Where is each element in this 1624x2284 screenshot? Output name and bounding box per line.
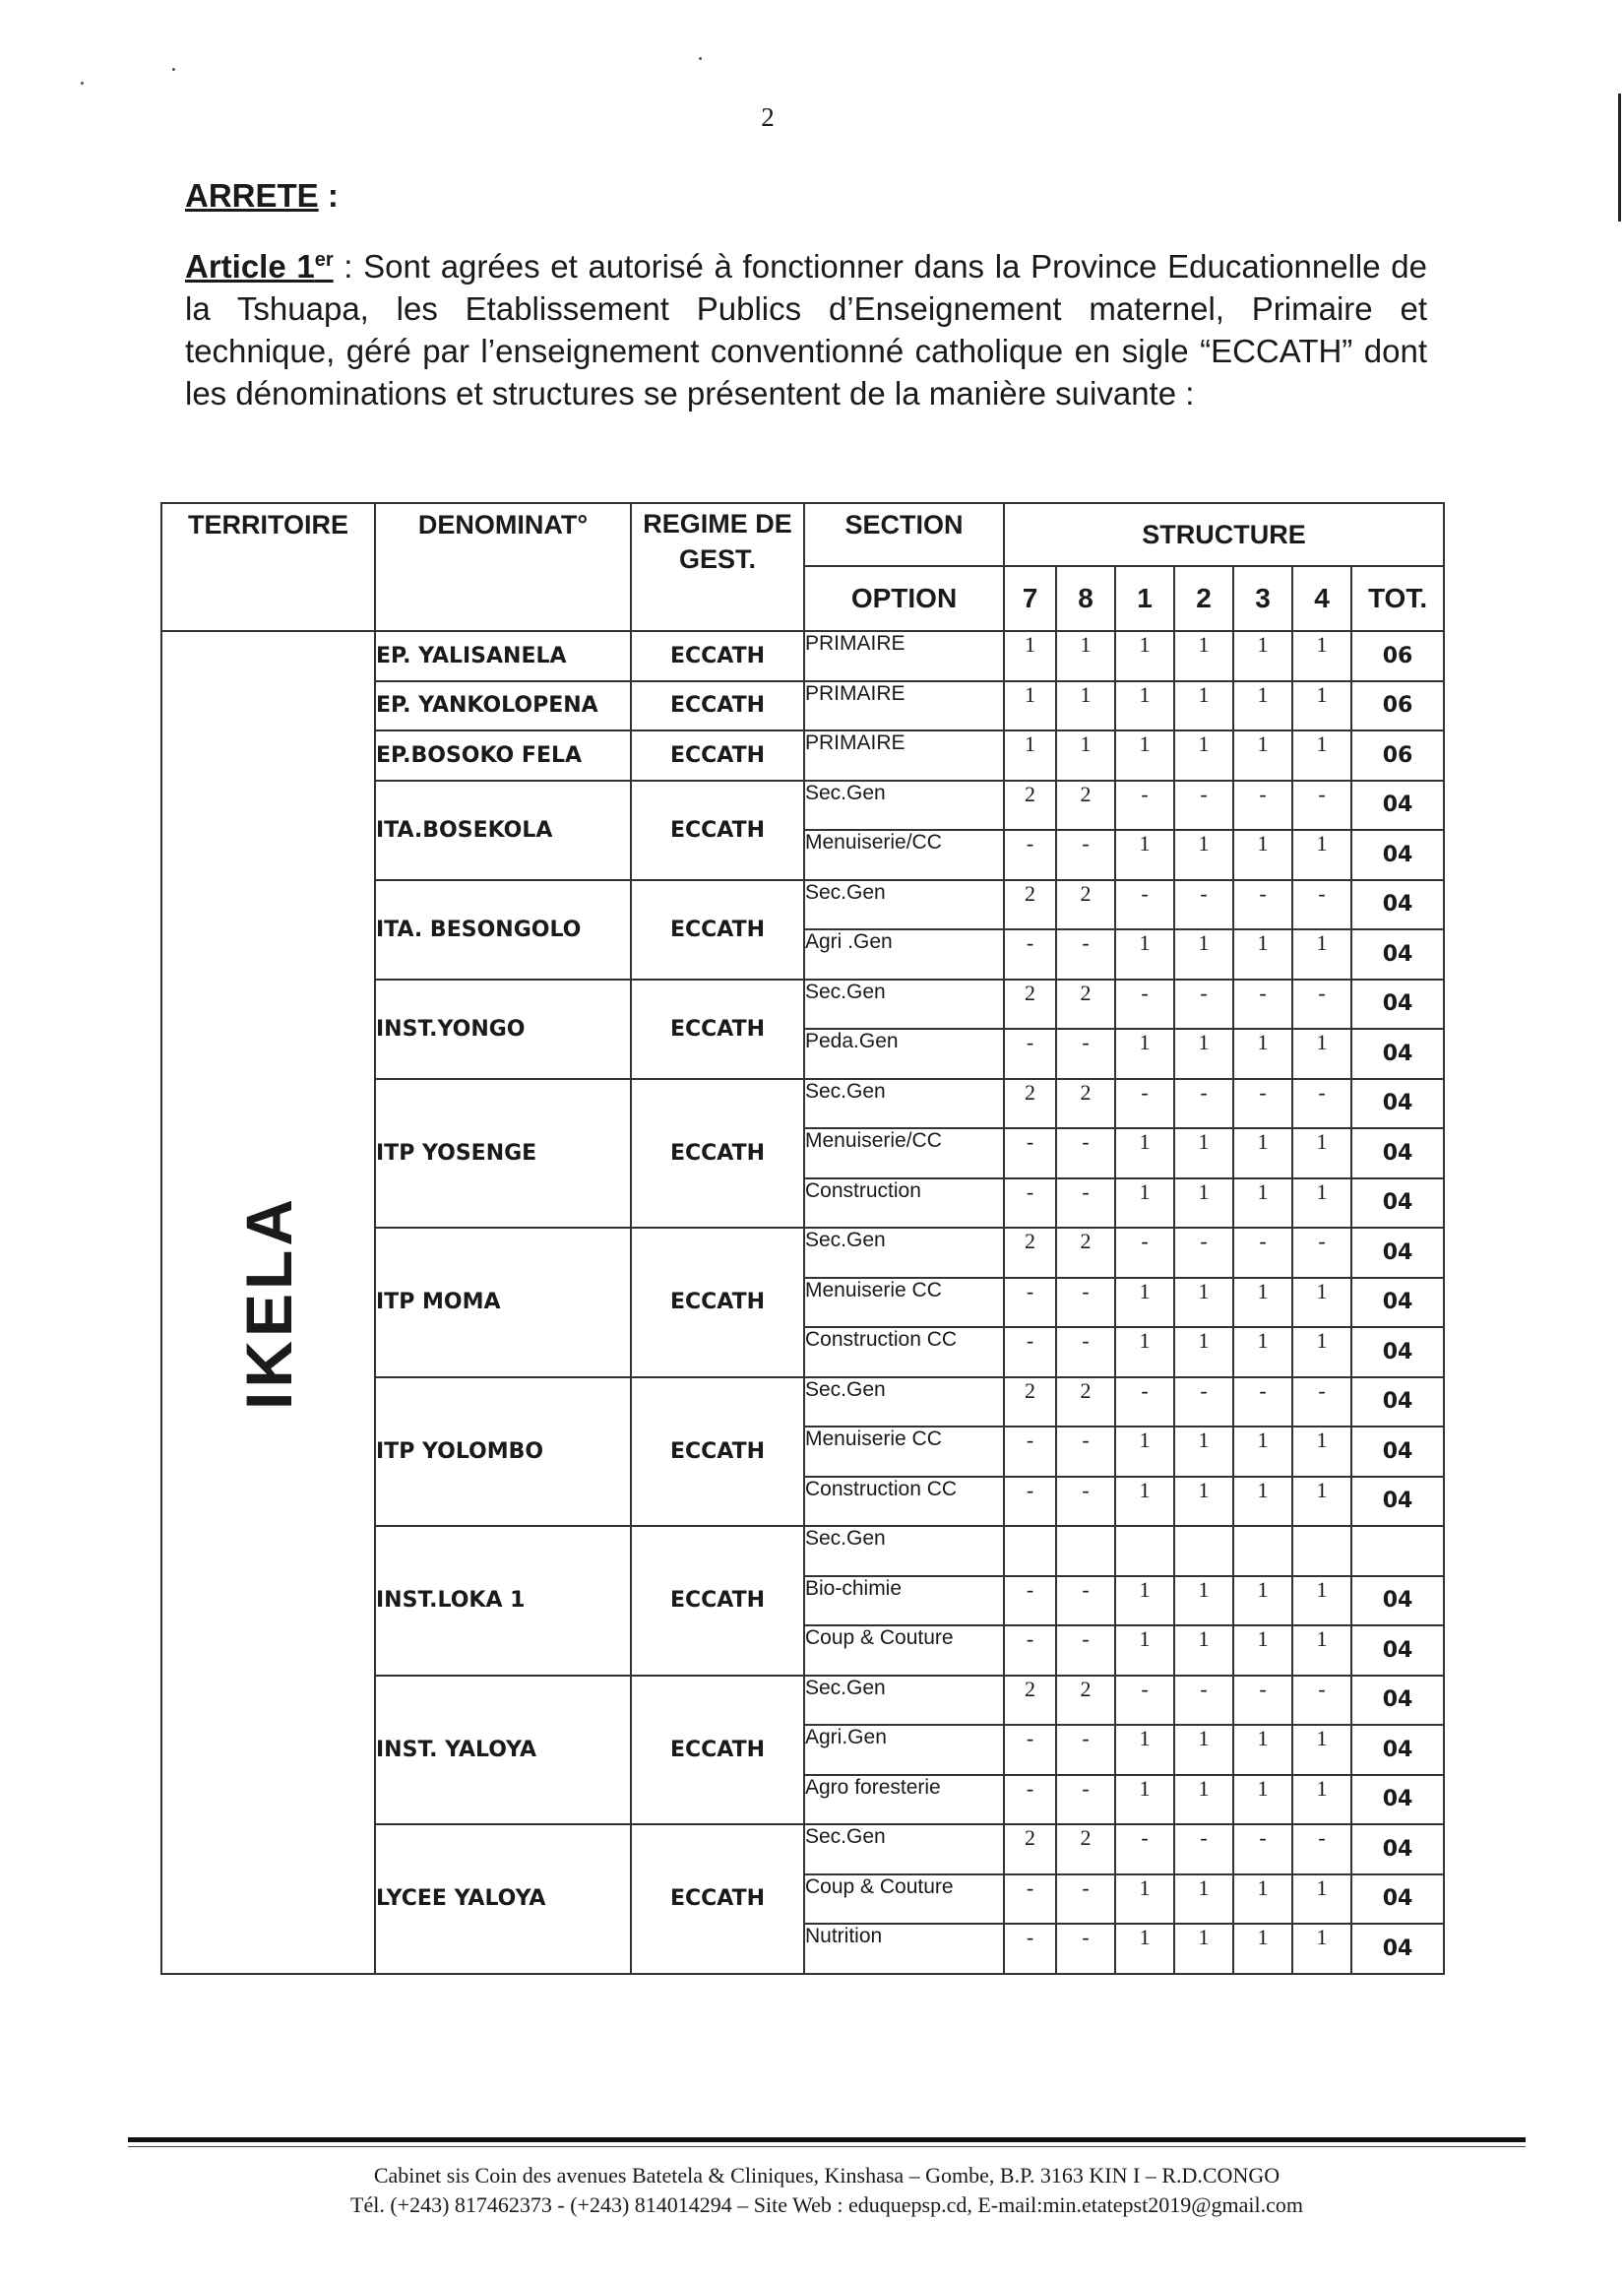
structure-value-cell: 1	[1292, 1625, 1351, 1676]
option-cell: Peda.Gen	[804, 1029, 1004, 1079]
header-territoire: TERRITOIRE	[161, 503, 375, 631]
header-col-6: TOT.	[1351, 566, 1444, 631]
structure-value-cell: 1	[1292, 730, 1351, 781]
structure-value-cell: 2	[1004, 1377, 1056, 1428]
regime-cell: ECCATH	[631, 1676, 804, 1825]
option-cell: Sec.Gen	[804, 1676, 1004, 1726]
structure-value-cell: -	[1004, 1874, 1056, 1925]
structure-value-cell: -	[1056, 1874, 1115, 1925]
structure-table	[160, 502, 1445, 1975]
total-cell: 04	[1351, 1725, 1444, 1775]
structure-value-cell: -	[1233, 1377, 1292, 1428]
structure-value-cell: -	[1292, 980, 1351, 1030]
scan-speck	[172, 68, 175, 71]
structure-value-cell: 1	[1174, 830, 1233, 880]
total-cell: 04	[1351, 1427, 1444, 1477]
structure-value-cell: 1	[1174, 1128, 1233, 1178]
structure-value-cell: 1	[1115, 1128, 1174, 1178]
structure-value-cell: -	[1004, 929, 1056, 980]
structure-value-cell: 1	[1004, 681, 1056, 731]
structure-value-cell: 1	[1174, 1477, 1233, 1527]
structure-value-cell: 1	[1115, 1427, 1174, 1477]
structure-value-cell: -	[1004, 830, 1056, 880]
total-cell: 06	[1351, 631, 1444, 681]
structure-value-cell: 2	[1056, 1377, 1115, 1428]
structure-value-cell: 1	[1174, 1178, 1233, 1229]
option-cell: Sec.Gen	[804, 1377, 1004, 1428]
article-paragraph	[185, 239, 1427, 414]
option-cell: Sec.Gen	[804, 1526, 1004, 1576]
structure-value-cell: 1	[1174, 1625, 1233, 1676]
structure-value-cell: -	[1115, 1824, 1174, 1874]
header-option: OPTION	[804, 566, 1004, 631]
structure-value-cell: 1	[1233, 1278, 1292, 1328]
footer-rule	[128, 2137, 1526, 2142]
option-cell: Bio-chimie	[804, 1576, 1004, 1626]
option-cell: Agri .Gen	[804, 929, 1004, 980]
structure-value-cell: -	[1056, 1576, 1115, 1626]
structure-value-cell: -	[1056, 1278, 1115, 1328]
structure-value-cell: 1	[1292, 1278, 1351, 1328]
structure-value-cell: 1	[1233, 1924, 1292, 1974]
structure-value-cell: 1	[1233, 730, 1292, 781]
option-cell: Menuiserie CC	[804, 1427, 1004, 1477]
structure-value-cell: 1	[1292, 830, 1351, 880]
option-cell: Nutrition	[804, 1924, 1004, 1974]
structure-value-cell: 2	[1056, 1228, 1115, 1278]
structure-value-cell: 2	[1004, 880, 1056, 930]
structure-value-cell: 1	[1174, 681, 1233, 731]
structure-value-cell: -	[1056, 1178, 1115, 1229]
header-col-1: 8	[1056, 566, 1115, 631]
regime-cell: ECCATH	[631, 631, 804, 681]
structure-value-cell: 2	[1056, 1824, 1115, 1874]
establishment-name: LYCEE YALOYA	[375, 1824, 631, 1974]
structure-value-cell: 1	[1115, 1576, 1174, 1626]
structure-value-cell: 1	[1115, 929, 1174, 980]
structure-value-cell: 1	[1292, 1327, 1351, 1377]
structure-value-cell: -	[1004, 1725, 1056, 1775]
structure-value-cell: -	[1233, 880, 1292, 930]
header-regime: REGIME DE GEST.	[631, 503, 804, 631]
structure-value-cell: -	[1056, 929, 1115, 980]
footer-address: Cabinet sis Coin des avenues Batetela & Cliniques, Kinshasa – Gombe, B.P. 3163 KIN I – R.D.CONGO	[373, 2163, 1280, 2188]
structure-value-cell: -	[1292, 1676, 1351, 1726]
structure-value-cell: 1	[1115, 1725, 1174, 1775]
structure-value-cell: 1	[1174, 1725, 1233, 1775]
total-cell: 06	[1351, 730, 1444, 781]
structure-value-cell: 1	[1292, 1178, 1351, 1229]
structure-value-cell: -	[1004, 1775, 1056, 1825]
regime-cell: ECCATH	[631, 781, 804, 880]
structure-value-cell: -	[1115, 1079, 1174, 1129]
structure-value-cell: -	[1174, 781, 1233, 831]
structure-value-cell: 1	[1233, 1327, 1292, 1377]
structure-value-cell: 2	[1004, 1676, 1056, 1726]
article-label-sup: er	[314, 249, 334, 271]
structure-value-cell: 1	[1292, 1576, 1351, 1626]
header-col-0: 7	[1004, 566, 1056, 631]
structure-value-cell: -	[1056, 1128, 1115, 1178]
structure-value-cell: 1	[1115, 631, 1174, 681]
total-cell: 04	[1351, 1128, 1444, 1178]
regime-cell: ECCATH	[631, 980, 804, 1079]
structure-value-cell: 1	[1115, 1775, 1174, 1825]
structure-value-cell: 1	[1292, 1477, 1351, 1527]
structure-value-cell: -	[1174, 1079, 1233, 1129]
structure-value-cell: 2	[1004, 781, 1056, 831]
structure-value-cell: 1	[1056, 681, 1115, 731]
option-cell: Agri.Gen	[804, 1725, 1004, 1775]
footer-contact: Tél. (+243) 817462373 - (+243) 814014294 – Site Web : eduquepsp.cd, E-mail:min.etatepst2019@gmail.com	[350, 2192, 1303, 2217]
structure-value-cell: 1	[1233, 1427, 1292, 1477]
structure-table-head	[161, 503, 1444, 631]
total-cell: 04	[1351, 880, 1444, 930]
territoire-cell	[161, 631, 375, 1974]
regime-cell: ECCATH	[631, 1228, 804, 1377]
structure-value-cell: 2	[1056, 980, 1115, 1030]
page-number: 2	[761, 102, 775, 132]
structure-value-cell: 2	[1056, 781, 1115, 831]
structure-value-cell: -	[1233, 1079, 1292, 1129]
option-cell: Construction CC	[804, 1477, 1004, 1527]
structure-value-cell: -	[1233, 980, 1292, 1030]
option-cell: Sec.Gen	[804, 1079, 1004, 1129]
establishment-name: ITA.BOSEKOLA	[375, 781, 631, 880]
option-cell: Coup & Couture	[804, 1625, 1004, 1676]
structure-value-cell: -	[1004, 1924, 1056, 1974]
establishment-name: INST.LOKA 1	[375, 1526, 631, 1676]
structure-value-cell: 1	[1292, 1775, 1351, 1825]
scan-speck	[699, 57, 702, 60]
footer-rule-thin	[128, 2146, 1526, 2147]
scan-margin-line	[1618, 94, 1621, 222]
structure-value-cell: 1	[1174, 929, 1233, 980]
structure-value-cell: 1	[1115, 681, 1174, 731]
structure-value-cell: -	[1292, 1377, 1351, 1428]
structure-value-cell: 1	[1292, 1874, 1351, 1925]
establishment-name: INST.YONGO	[375, 980, 631, 1079]
structure-value-cell: -	[1056, 1477, 1115, 1527]
structure-value-cell: -	[1056, 830, 1115, 880]
structure-value-cell: -	[1292, 781, 1351, 831]
option-cell: Coup & Couture	[804, 1874, 1004, 1925]
option-cell: Agro foresterie	[804, 1775, 1004, 1825]
option-cell: Sec.Gen	[804, 781, 1004, 831]
total-cell: 04	[1351, 1477, 1444, 1527]
structure-value-cell: -	[1292, 1228, 1351, 1278]
structure-value-cell: 1	[1174, 1775, 1233, 1825]
option-cell: Menuiserie CC	[804, 1278, 1004, 1328]
structure-value-cell: 1	[1056, 730, 1115, 781]
structure-value-cell: 2	[1056, 1079, 1115, 1129]
structure-value-cell: 1	[1174, 1874, 1233, 1925]
header-denomination: DENOMINAT°	[375, 503, 631, 631]
structure-value-cell: -	[1233, 1676, 1292, 1726]
structure-value-cell: 1	[1233, 1725, 1292, 1775]
structure-value-cell: -	[1004, 1477, 1056, 1527]
article-text: : Sont agrées et autorisé à fonctionner dans la Province Educationnelle de la Tshuapa, les Etablissement Publics d’Enseignement maternel, Primaire et technique, géré par l’enseignement conventionné catholique en sigle “ECCATH” dont les dénominations et structures se présentent de la manière suivante :	[185, 248, 1427, 412]
structure-value-cell: -	[1115, 1377, 1174, 1428]
option-cell: Sec.Gen	[804, 1228, 1004, 1278]
structure-value-cell: -	[1174, 880, 1233, 930]
structure-value-cell: -	[1004, 1625, 1056, 1676]
structure-value-cell: -	[1174, 1228, 1233, 1278]
structure-value-cell: 1	[1115, 1874, 1174, 1925]
option-cell: Construction CC	[804, 1327, 1004, 1377]
arrete-heading	[185, 177, 339, 215]
structure-value-cell: 1	[1115, 1477, 1174, 1527]
structure-value-cell	[1004, 1526, 1056, 1576]
structure-value-cell: -	[1004, 1427, 1056, 1477]
total-cell: 04	[1351, 1029, 1444, 1079]
structure-value-cell: 1	[1115, 1178, 1174, 1229]
option-cell: Sec.Gen	[804, 880, 1004, 930]
regime-cell: ECCATH	[631, 880, 804, 980]
regime-cell: ECCATH	[631, 1526, 804, 1676]
establishment-name: ITA. BESONGOLO	[375, 880, 631, 980]
regime-cell: ECCATH	[631, 1377, 804, 1527]
structure-value-cell: -	[1115, 980, 1174, 1030]
structure-value-cell: 1	[1115, 730, 1174, 781]
structure-value-cell: 1	[1115, 1625, 1174, 1676]
total-cell: 04	[1351, 929, 1444, 980]
structure-value-cell: -	[1115, 781, 1174, 831]
structure-value-cell: 1	[1233, 1874, 1292, 1925]
structure-value-cell: 1	[1115, 1924, 1174, 1974]
option-cell: Sec.Gen	[804, 980, 1004, 1030]
option-cell: Construction	[804, 1178, 1004, 1229]
table-row	[161, 631, 1444, 681]
header-col-5: 4	[1292, 566, 1351, 631]
territoire-name: IKELA	[231, 1194, 305, 1410]
regime-cell: ECCATH	[631, 1079, 804, 1229]
establishment-name: EP. YALISANELA	[375, 631, 631, 681]
total-cell: 04	[1351, 980, 1444, 1030]
structure-value-cell: -	[1115, 880, 1174, 930]
structure-value-cell: -	[1292, 1079, 1351, 1129]
structure-value-cell: -	[1292, 880, 1351, 930]
structure-value-cell: -	[1056, 1924, 1115, 1974]
structure-value-cell: 2	[1004, 1228, 1056, 1278]
structure-value-cell: -	[1292, 1824, 1351, 1874]
structure-value-cell: 1	[1233, 1029, 1292, 1079]
structure-value-cell: 1	[1004, 730, 1056, 781]
structure-value-cell: 1	[1004, 631, 1056, 681]
option-cell: Sec.Gen	[804, 1824, 1004, 1874]
structure-value-cell: -	[1174, 1824, 1233, 1874]
header-col-2: 1	[1115, 566, 1174, 631]
establishment-name: ITP YOSENGE	[375, 1079, 631, 1229]
structure-value-cell: 1	[1174, 1278, 1233, 1328]
structure-value-cell: -	[1115, 1228, 1174, 1278]
total-cell: 06	[1351, 681, 1444, 731]
option-cell: Menuiserie/CC	[804, 1128, 1004, 1178]
structure-value-cell: 1	[1174, 631, 1233, 681]
structure-value-cell: 1	[1292, 681, 1351, 731]
regime-cell: ECCATH	[631, 730, 804, 781]
structure-value-cell: -	[1056, 1625, 1115, 1676]
structure-value-cell: -	[1056, 1327, 1115, 1377]
total-cell: 04	[1351, 1079, 1444, 1129]
arrete-suffix: :	[318, 177, 339, 214]
option-cell: PRIMAIRE	[804, 631, 1004, 681]
structure-value-cell: 2	[1004, 1079, 1056, 1129]
total-cell: 04	[1351, 1278, 1444, 1328]
structure-value-cell: 1	[1174, 1427, 1233, 1477]
total-cell: 04	[1351, 1775, 1444, 1825]
establishment-name: INST. YALOYA	[375, 1676, 631, 1825]
total-cell: 04	[1351, 1327, 1444, 1377]
total-cell	[1351, 1526, 1444, 1576]
structure-value-cell: -	[1004, 1278, 1056, 1328]
total-cell: 04	[1351, 1874, 1444, 1925]
structure-value-cell: 1	[1174, 1029, 1233, 1079]
option-cell: PRIMAIRE	[804, 730, 1004, 781]
structure-value-cell: 1	[1056, 631, 1115, 681]
establishment-name: ITP YOLOMBO	[375, 1377, 631, 1527]
structure-value-cell: -	[1174, 980, 1233, 1030]
establishment-name: EP.BOSOKO FELA	[375, 730, 631, 781]
structure-value-cell: -	[1174, 1676, 1233, 1726]
structure-value-cell: 1	[1233, 631, 1292, 681]
structure-value-cell: 1	[1292, 1029, 1351, 1079]
total-cell: 04	[1351, 1824, 1444, 1874]
structure-value-cell: 1	[1174, 1576, 1233, 1626]
scan-speck	[81, 82, 84, 85]
regime-cell: ECCATH	[631, 1824, 804, 1974]
article-label-text: Article 1	[185, 248, 315, 285]
total-cell: 04	[1351, 1924, 1444, 1974]
regime-cell: ECCATH	[631, 681, 804, 731]
structure-value-cell: 1	[1233, 830, 1292, 880]
structure-value-cell: 2	[1004, 980, 1056, 1030]
structure-value-cell: 2	[1056, 1676, 1115, 1726]
structure-value-cell: -	[1233, 781, 1292, 831]
total-cell: 04	[1351, 830, 1444, 880]
option-cell: PRIMAIRE	[804, 681, 1004, 731]
structure-value-cell: 1	[1292, 631, 1351, 681]
article-label	[185, 248, 334, 285]
structure-value-cell	[1056, 1526, 1115, 1576]
structure-value-cell: -	[1056, 1775, 1115, 1825]
structure-value-cell: 2	[1056, 880, 1115, 930]
structure-value-cell: -	[1004, 1327, 1056, 1377]
total-cell: 04	[1351, 1676, 1444, 1726]
structure-value-cell: -	[1233, 1228, 1292, 1278]
structure-value-cell: 2	[1004, 1824, 1056, 1874]
structure-value-cell	[1174, 1526, 1233, 1576]
structure-value-cell: 1	[1174, 730, 1233, 781]
structure-value-cell: 1	[1233, 929, 1292, 980]
structure-value-cell	[1115, 1526, 1174, 1576]
structure-value-cell: 1	[1233, 1477, 1292, 1527]
header-col-3: 2	[1174, 566, 1233, 631]
total-cell: 04	[1351, 1625, 1444, 1676]
structure-value-cell: -	[1056, 1427, 1115, 1477]
structure-value-cell: 1	[1174, 1924, 1233, 1974]
structure-value-cell: 1	[1292, 1924, 1351, 1974]
structure-value-cell: -	[1233, 1824, 1292, 1874]
total-cell: 04	[1351, 781, 1444, 831]
structure-value-cell: 1	[1115, 1327, 1174, 1377]
structure-value-cell: 1	[1292, 1128, 1351, 1178]
structure-value-cell: 1	[1292, 1427, 1351, 1477]
structure-value-cell: 1	[1115, 1278, 1174, 1328]
option-cell: Menuiserie/CC	[804, 830, 1004, 880]
structure-value-cell	[1292, 1526, 1351, 1576]
structure-table-body	[161, 631, 1444, 1974]
total-cell: 04	[1351, 1228, 1444, 1278]
header-section: SECTION	[804, 503, 1004, 566]
structure-value-cell: 1	[1233, 1625, 1292, 1676]
structure-value-cell: -	[1174, 1377, 1233, 1428]
total-cell: 04	[1351, 1377, 1444, 1428]
establishment-name: EP. YANKOLOPENA	[375, 681, 631, 731]
structure-value-cell: -	[1056, 1725, 1115, 1775]
header-col-4: 3	[1233, 566, 1292, 631]
structure-value-cell	[1233, 1526, 1292, 1576]
structure-value-cell: 1	[1233, 1775, 1292, 1825]
structure-value-cell: 1	[1115, 830, 1174, 880]
structure-value-cell: 1	[1233, 1576, 1292, 1626]
structure-value-cell: -	[1004, 1178, 1056, 1229]
structure-value-cell: 1	[1292, 1725, 1351, 1775]
structure-value-cell: -	[1004, 1576, 1056, 1626]
structure-value-cell: -	[1056, 1029, 1115, 1079]
structure-value-cell: 1	[1174, 1327, 1233, 1377]
structure-value-cell: 1	[1292, 929, 1351, 980]
total-cell: 04	[1351, 1576, 1444, 1626]
structure-value-cell: 1	[1233, 1178, 1292, 1229]
arrete-label: ARRETE	[185, 177, 319, 214]
total-cell: 04	[1351, 1178, 1444, 1229]
structure-value-cell: 1	[1233, 681, 1292, 731]
structure-value-cell: -	[1115, 1676, 1174, 1726]
header-structure: STRUCTURE	[1004, 503, 1444, 566]
structure-value-cell: 1	[1115, 1029, 1174, 1079]
establishment-name: ITP MOMA	[375, 1228, 631, 1377]
structure-value-cell: -	[1004, 1029, 1056, 1079]
structure-value-cell: 1	[1233, 1128, 1292, 1178]
structure-value-cell: -	[1004, 1128, 1056, 1178]
